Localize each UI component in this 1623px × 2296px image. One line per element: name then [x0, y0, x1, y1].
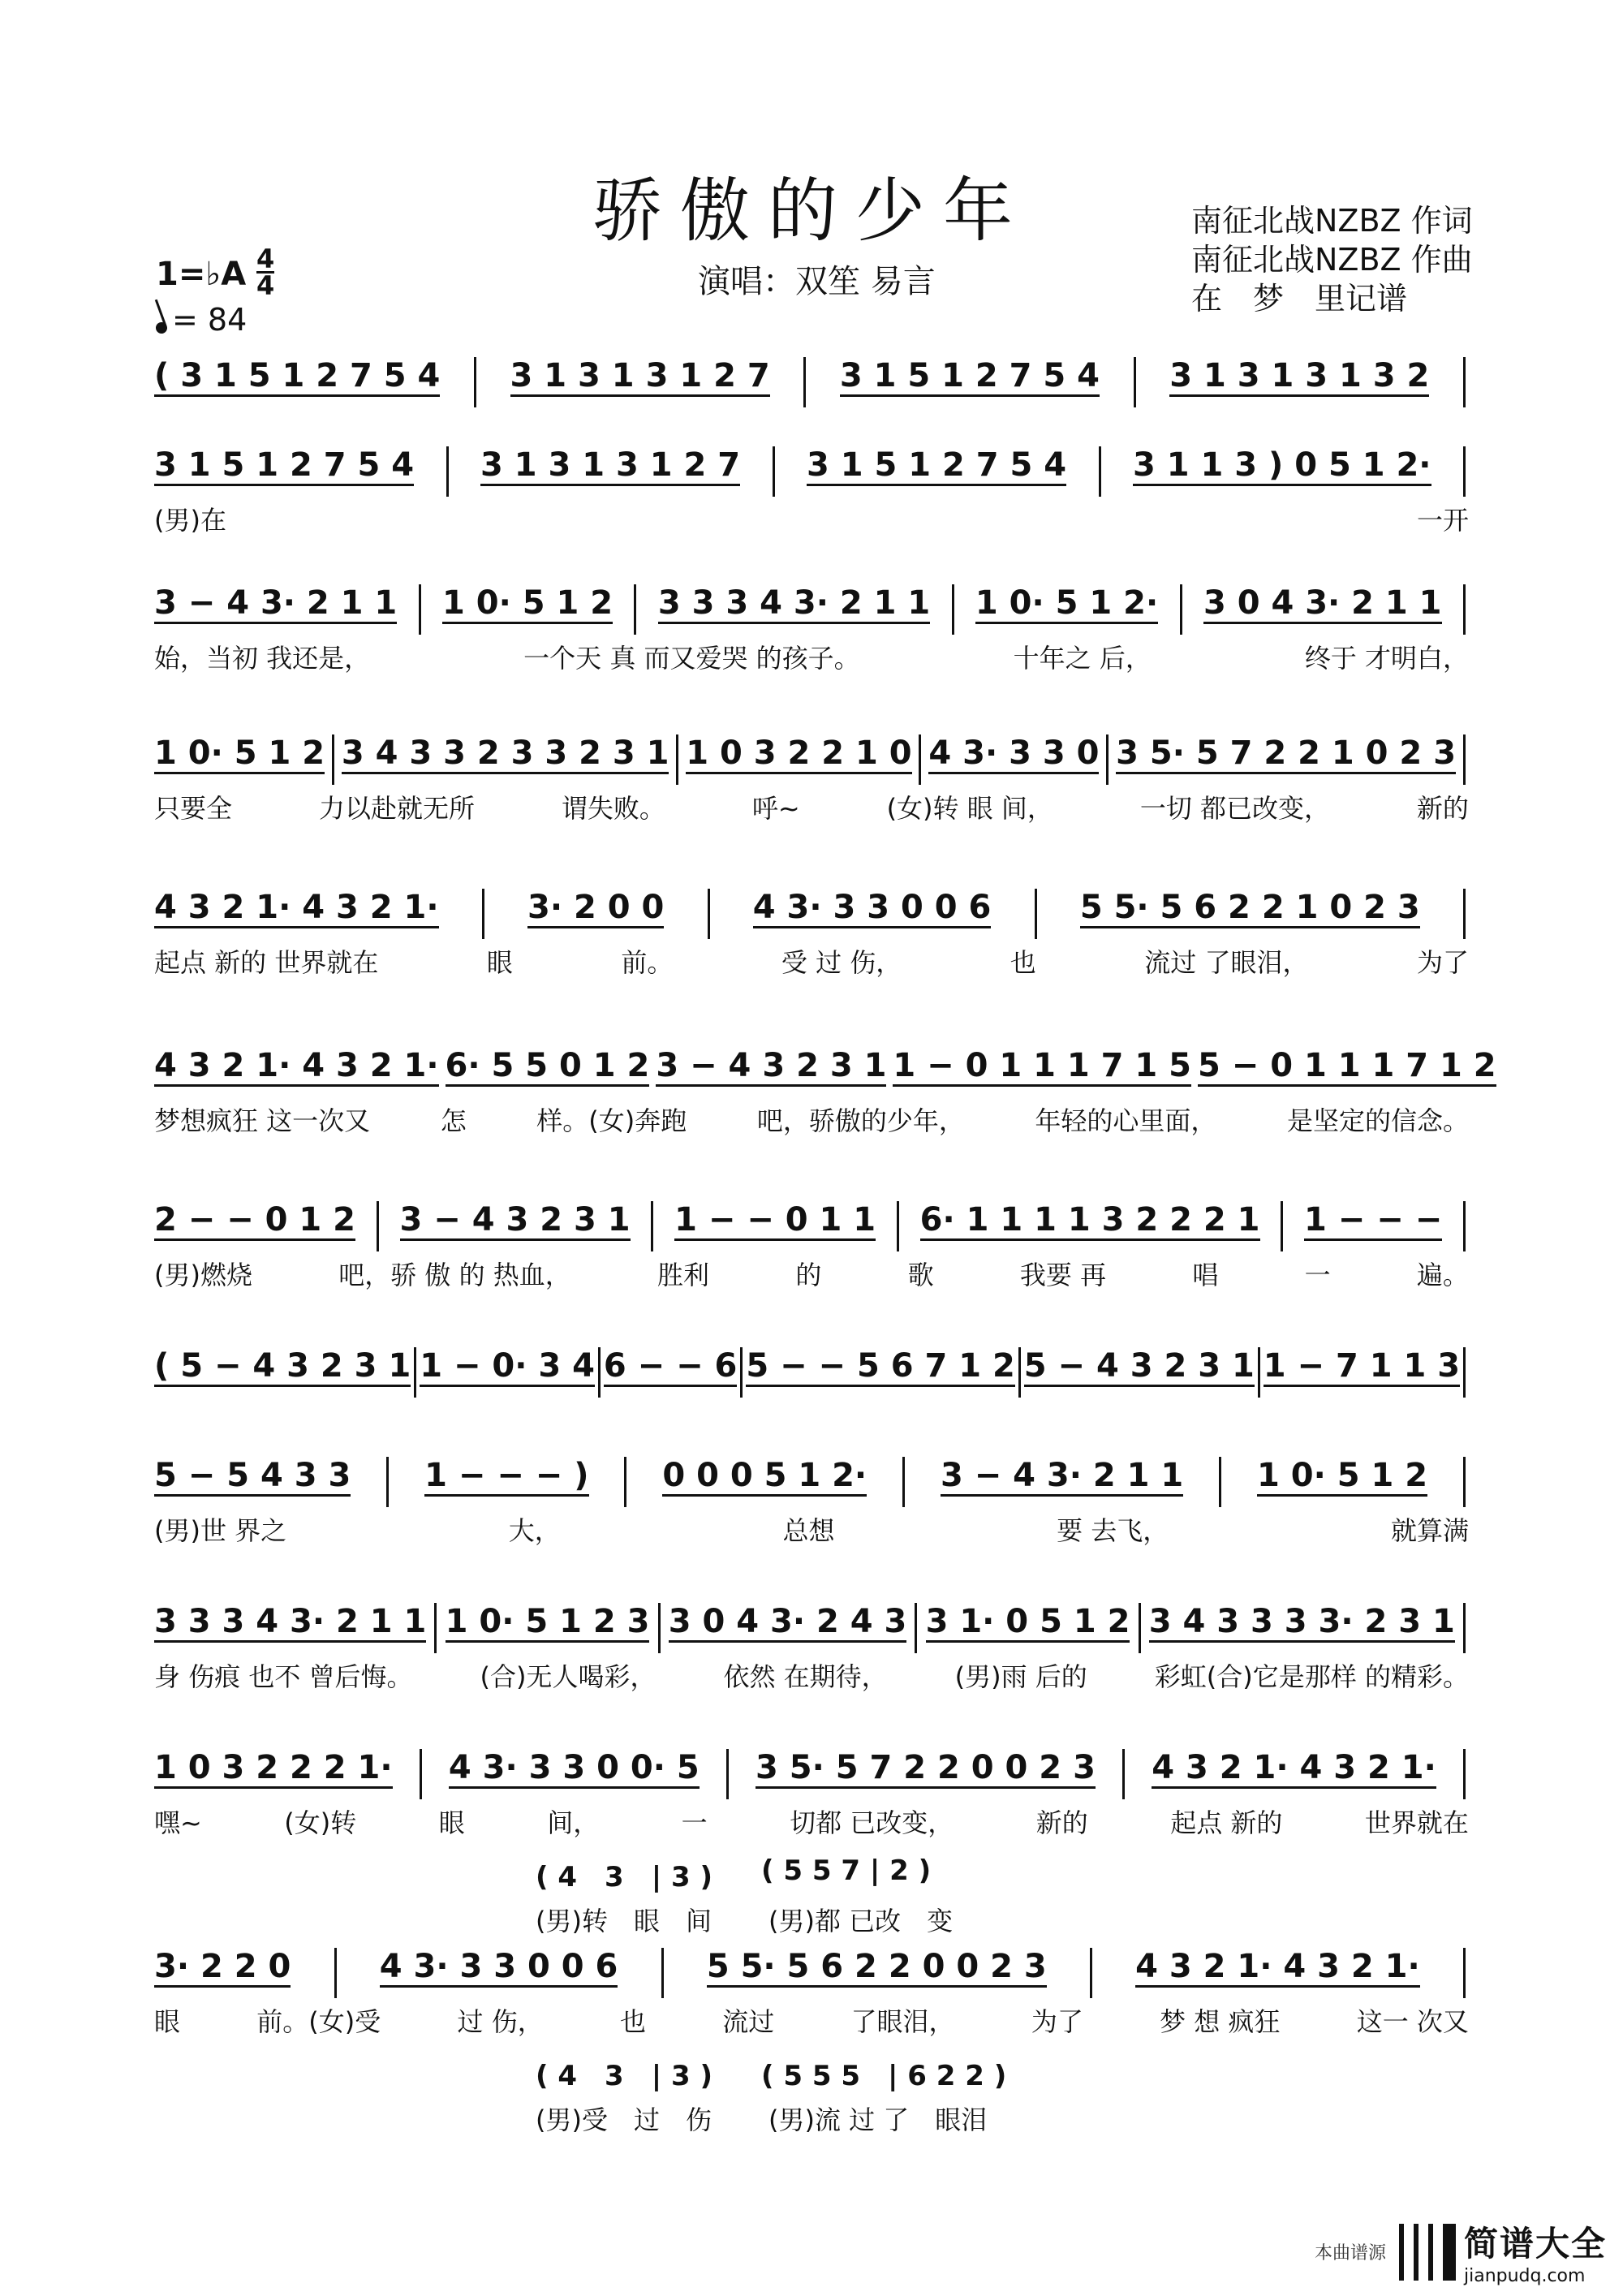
- barline: [624, 1457, 626, 1507]
- lyric-phrase: 一开: [1416, 505, 1469, 536]
- barline: [1463, 734, 1466, 785]
- lyric-phrase: 过 伤，: [457, 2006, 544, 2037]
- lyric-phrase: 吧，骄 傲 的 热血，: [338, 1260, 571, 1290]
- lyric-line: [154, 1506, 1469, 1546]
- measure: 3 1 3 1 3 1 2 7: [480, 446, 740, 486]
- measure: 3 4 3 3 2 3 3 2 3 1: [342, 734, 669, 774]
- lyric-phrase: 也: [619, 2006, 646, 2037]
- lyric-phrase: 眼: [154, 2006, 181, 2037]
- harmony-lyric-phrase: (男)转 眼 间: [536, 1906, 712, 1936]
- measure: ( 3 1 5 1 2 7 5 4: [154, 357, 440, 397]
- harmony-lyric-phrase: (男)都 已改 变: [768, 1906, 954, 1936]
- measure: 3 1 5 1 2 7 5 4: [840, 357, 1100, 397]
- barline: [386, 1457, 389, 1507]
- barline: [482, 889, 484, 939]
- measure: 0 0 0 5 1 2·: [662, 1457, 867, 1497]
- measure: 3 4 3 3 3 3· 2 3 1: [1149, 1603, 1455, 1643]
- lyric-phrase: 始，当初 我还是，: [154, 643, 371, 674]
- lyric-phrase: 只要全: [154, 793, 233, 824]
- lyric-phrase: 世界就在: [1364, 1807, 1469, 1838]
- barline: [434, 1603, 437, 1653]
- score-system: [154, 734, 1469, 824]
- score-system: [154, 1948, 1469, 2137]
- lyric-phrase: 怎: [440, 1105, 467, 1136]
- lyric-phrase: 流过: [722, 2006, 775, 2037]
- lyric-phrase: 十年之 后，: [1013, 643, 1152, 674]
- lyric-line: [154, 1652, 1469, 1692]
- lyric-line: [154, 495, 1469, 536]
- lyric-phrase: 起点 新的 世界就在: [154, 947, 379, 978]
- barline: [446, 446, 449, 497]
- measure: 3 1 3 1 3 1 3 2: [1169, 357, 1429, 397]
- barline: [334, 1948, 337, 1998]
- tempo-marking: [156, 302, 247, 338]
- lyricist-credit: 南征北战NZBZ 作词: [1191, 203, 1473, 239]
- measure: 3 3 3 4 3· 2 1 1: [154, 1603, 426, 1643]
- barline: [1018, 1347, 1021, 1398]
- barline: [1139, 1603, 1141, 1653]
- score-system: [154, 1201, 1469, 1290]
- harmony-music-line: [154, 2037, 1469, 2093]
- music-line: [154, 446, 1469, 495]
- lyric-phrase: 一: [681, 1807, 708, 1838]
- lyric-phrase: 受 过 伤，: [781, 947, 902, 978]
- measure: 5 5· 5 6 2 2 1 0 2 3: [1080, 889, 1420, 928]
- lyric-phrase: 前。(女)受: [256, 2006, 381, 2037]
- barline: [661, 1948, 664, 1998]
- barline: [919, 734, 921, 785]
- lyric-phrase: (女)转 眼 间，: [886, 793, 1053, 824]
- harmony-music-line: [154, 1838, 1469, 1894]
- barline: [1463, 1457, 1466, 1507]
- measure: 5 − 5 4 3 3: [154, 1457, 351, 1497]
- credits-block: [1191, 201, 1473, 318]
- barline: [708, 889, 710, 939]
- score-system: [154, 1347, 1469, 1396]
- barline: [1258, 1347, 1260, 1398]
- measure: 1 − − 0 1 1: [674, 1201, 876, 1241]
- measure: 1 0· 5 1 2: [442, 584, 613, 624]
- lyric-phrase: 大，: [508, 1515, 561, 1546]
- lyric-phrase: 是坚定的信念。: [1286, 1105, 1469, 1136]
- singer-credit: 演唱：双笙 易言: [698, 263, 936, 300]
- lyric-phrase: 力以赴就无所: [318, 793, 475, 824]
- harmony-measure: ( 5 5 7 | 2 ): [760, 1854, 932, 1887]
- lyric-phrase: 身 伤痕 也不 曾后悔。: [154, 1661, 413, 1692]
- score-system: [154, 889, 1469, 978]
- barline: [651, 1201, 653, 1251]
- barline: [1463, 357, 1466, 407]
- harmony-lyric-phrase: (男)流 过 了 眼泪: [768, 2104, 988, 2135]
- harmony-lyric-phrase: (男)受 过 伤: [536, 2104, 712, 2135]
- barline: [658, 1603, 661, 1653]
- measure: 3 5· 5 7 2 2 1 0 2 3: [1116, 734, 1456, 774]
- measure: 1 − − −: [1304, 1201, 1442, 1241]
- measure: 3 − 4 3 2 3 1: [656, 1047, 886, 1087]
- lyric-phrase: 眼: [438, 1807, 465, 1838]
- site-logo: [1399, 2217, 1607, 2286]
- barline: [1463, 1347, 1466, 1398]
- measure: 5 5· 5 6 2 2 0 0 2 3: [707, 1948, 1047, 1988]
- barline: [474, 357, 476, 407]
- music-line: [154, 584, 1469, 633]
- lyric-phrase: 梦 想 疯狂: [1160, 2006, 1281, 2037]
- music-line: [154, 1603, 1469, 1652]
- harmony-measure: ( 4 3 | 3 ): [536, 2060, 712, 2092]
- lyric-phrase: (男)燃烧: [154, 1260, 252, 1290]
- measure: 5 − − 5 6 7 1 2: [746, 1347, 1015, 1387]
- measure: 4 3 2 1· 4 3 2 1·: [154, 1047, 439, 1087]
- music-line: [154, 1749, 1469, 1798]
- piano-keys-icon: [1399, 2224, 1456, 2281]
- measure: 4 3 2 1· 4 3 2 1·: [1135, 1948, 1420, 1988]
- music-line: [154, 1347, 1469, 1396]
- barline: [1463, 1948, 1466, 1998]
- barline: [1106, 734, 1109, 785]
- lyric-phrase: 遍。: [1416, 1260, 1469, 1290]
- measure: 3 1 3 1 3 1 2 7: [510, 357, 770, 397]
- music-line: [154, 734, 1469, 783]
- lyric-phrase: 吧，骄傲的少年，: [756, 1105, 965, 1136]
- lyric-phrase: 新的: [1416, 793, 1469, 824]
- time-signature: [256, 243, 275, 301]
- barline: [1463, 1749, 1466, 1799]
- score-system: [154, 357, 1469, 406]
- barline: [803, 357, 806, 407]
- barline: [1219, 1457, 1221, 1507]
- lyric-line: [154, 783, 1469, 824]
- barline: [676, 734, 678, 785]
- barline: [1463, 1603, 1466, 1653]
- lyric-phrase: 切都 已改变，: [790, 1807, 954, 1838]
- lyric-phrase: 年轻的心里面，: [1035, 1105, 1217, 1136]
- barline: [1463, 1201, 1466, 1251]
- watermark-notice: 本曲谱源: [1314, 2243, 1386, 2264]
- lyric-line: [154, 1096, 1469, 1136]
- barline: [419, 584, 421, 635]
- lyric-phrase: 唱: [1192, 1260, 1219, 1290]
- lyric-phrase: 胜利: [657, 1260, 710, 1290]
- barline: [902, 1457, 905, 1507]
- barline: [1134, 357, 1136, 407]
- lyric-phrase: 这一 次又: [1356, 2006, 1469, 2037]
- lyric-phrase: 前。: [621, 947, 674, 978]
- lyric-line: [154, 1798, 1469, 1838]
- measure: 4 3· 3 3 0: [928, 734, 1099, 774]
- measure: 4 3· 3 3 0 0 6: [753, 889, 992, 928]
- barline: [773, 446, 775, 497]
- harmony-measure: ( 5 5 5 | 6 2 2 ): [760, 2060, 1007, 2092]
- lyric-line: [154, 1997, 1469, 2037]
- time-signature-bottom: 4: [256, 270, 275, 301]
- lyric-phrase: 一: [1304, 1260, 1331, 1290]
- barline: [414, 1347, 416, 1398]
- music-line: [154, 1457, 1469, 1506]
- lyric-phrase: 的: [795, 1260, 822, 1290]
- score-system: [154, 1749, 1469, 1938]
- lyric-line: [154, 937, 1469, 978]
- measure: 4 3· 3 3 0 0 6: [380, 1948, 618, 1988]
- measure: 1 0 3 2 2 1 0: [686, 734, 911, 774]
- barline: [952, 584, 954, 635]
- measure: 4 3 2 1· 4 3 2 1·: [154, 889, 439, 928]
- time-signature-top: 4: [256, 243, 275, 274]
- music-line: [154, 1948, 1469, 1997]
- quarter-note-icon: [154, 321, 169, 335]
- barline: [740, 1347, 743, 1398]
- lyric-phrase: 了眼泪，: [850, 2006, 955, 2037]
- lyric-phrase: 新的: [1035, 1807, 1088, 1838]
- measure: 3· 2 2 0: [154, 1948, 291, 1988]
- harmony-lyric-line: [154, 2093, 1469, 2137]
- lyric-phrase: 终于 才明白，: [1304, 643, 1469, 674]
- barline: [1463, 889, 1466, 939]
- measure: 5 − 0 1 1 1 7 1 2: [1198, 1047, 1496, 1087]
- measure: 3 − 4 3· 2 1 1: [154, 584, 397, 624]
- song-title: 骄傲的少年: [592, 170, 1031, 252]
- lyric-phrase: 梦想疯狂 这一次又: [154, 1105, 371, 1136]
- barline: [897, 1201, 899, 1251]
- measure: 3 1 5 1 2 7 5 4: [807, 446, 1066, 486]
- measure: 3 1 1 3 ) 0 5 1 2·: [1133, 446, 1431, 486]
- lyric-phrase: 歌: [907, 1260, 934, 1290]
- measure: 6 − − 6: [604, 1347, 737, 1387]
- barline: [332, 734, 334, 785]
- music-line: [154, 1201, 1469, 1250]
- measure: ( 5 − 4 3 2 3 1: [154, 1347, 411, 1387]
- barline: [1090, 1948, 1092, 1998]
- barline: [634, 584, 636, 635]
- lyric-phrase: 彩虹(合)它是那样 的精彩。: [1154, 1661, 1469, 1692]
- measure: 3 − 4 3· 2 1 1: [941, 1457, 1183, 1497]
- site-brand: 简谱大全: [1463, 2224, 1607, 2264]
- barline: [1463, 584, 1466, 635]
- measure: 1 0· 5 1 2·: [975, 584, 1158, 624]
- measure: 3 0 4 3· 2 4 3: [669, 1603, 907, 1643]
- measure: 3 − 4 3 2 3 1: [400, 1201, 631, 1241]
- barline: [377, 1201, 379, 1251]
- lyric-phrase: 为了: [1031, 2006, 1083, 2037]
- barline: [1463, 446, 1466, 497]
- lyric-phrase: 也: [1010, 947, 1036, 978]
- barline: [1180, 584, 1182, 635]
- lyric-phrase: 依然 在期待，: [723, 1661, 888, 1692]
- lyric-phrase: (合)无人喝彩，: [480, 1661, 657, 1692]
- lyric-phrase: 呼~: [751, 793, 800, 824]
- barline: [1122, 1749, 1125, 1799]
- measure: 1 0 3 2 2 2 1·: [154, 1749, 393, 1789]
- lyric-phrase: 就算满: [1390, 1515, 1469, 1546]
- measure: 4 3 2 1· 4 3 2 1·: [1152, 1749, 1436, 1789]
- lyric-phrase: 嘿~: [154, 1807, 202, 1838]
- measure: 5 − 4 3 2 3 1: [1024, 1347, 1255, 1387]
- barline: [915, 1603, 917, 1653]
- score-system: [154, 1047, 1496, 1136]
- music-line: [154, 357, 1469, 406]
- lyric-phrase: (女)转: [284, 1807, 357, 1838]
- lyric-phrase: (男)在: [154, 505, 226, 536]
- lyric-phrase: 样。(女)奔跑: [536, 1105, 687, 1136]
- measure: 3 1· 0 5 1 2: [926, 1603, 1130, 1643]
- barline: [598, 1347, 601, 1398]
- lyric-phrase: 总想: [782, 1515, 835, 1546]
- barline: [1281, 1201, 1283, 1251]
- lyric-phrase: (男)世 界之: [154, 1515, 287, 1546]
- score-system: [154, 1603, 1469, 1692]
- music-line: [154, 889, 1469, 937]
- barline: [1099, 446, 1101, 497]
- measure: 3 1 5 1 2 7 5 4: [154, 446, 414, 486]
- music-line: [154, 1047, 1496, 1096]
- measure: 3 3 3 4 3· 2 1 1: [658, 584, 930, 624]
- measure: 1 0· 5 1 2 3: [446, 1603, 650, 1643]
- measure: 1 − 7 1 1 3: [1264, 1347, 1460, 1387]
- transcriber-credit: 在 梦 里记谱: [1191, 281, 1408, 317]
- barline: [726, 1749, 729, 1799]
- score-system: [154, 1457, 1469, 1546]
- watermark: [1315, 2217, 1607, 2286]
- measure: 4 3· 3 3 0 0· 5: [449, 1749, 700, 1789]
- lyric-phrase: 间，: [547, 1807, 600, 1838]
- lyric-line: [154, 1250, 1469, 1290]
- lyric-phrase: 起点 新的: [1170, 1807, 1283, 1838]
- measure: 6· 1 1 1 1 3 2 2 2 1: [920, 1201, 1260, 1241]
- lyric-phrase: 要 去飞，: [1057, 1515, 1169, 1546]
- composer-credit: 南征北战NZBZ 作曲: [1191, 242, 1473, 278]
- lyric-phrase: 我要 再: [1019, 1260, 1107, 1290]
- lyric-phrase: 流过 了眼泪，: [1144, 947, 1309, 978]
- measure: 3· 2 0 0: [527, 889, 664, 928]
- measure: 3 5· 5 7 2 2 0 0 2 3: [756, 1749, 1096, 1789]
- measure: 2 − − 0 1 2: [154, 1201, 355, 1241]
- measure: 6· 5 5 0 1 2: [446, 1047, 650, 1087]
- measure: 1 − 0· 3 4: [420, 1347, 595, 1387]
- measure: 1 0· 5 1 2: [154, 734, 325, 774]
- tempo-value: = 84: [172, 302, 248, 338]
- lyric-phrase: 为了: [1416, 947, 1469, 978]
- lyric-phrase: (男)雨 后的: [954, 1661, 1087, 1692]
- measure: 1 − − − ): [424, 1457, 588, 1497]
- barline: [420, 1749, 422, 1799]
- lyric-phrase: 眼: [486, 947, 513, 978]
- score-system: [154, 584, 1469, 674]
- measure: 1 0· 5 1 2: [1257, 1457, 1427, 1497]
- barline: [1035, 889, 1037, 939]
- lyric-phrase: 一个天 真 而又爱哭 的孩子。: [523, 643, 860, 674]
- key-signature: 1=♭A: [156, 256, 247, 293]
- harmony-lyric-line: [154, 1894, 1469, 1938]
- lyric-phrase: 谓失败。: [561, 793, 665, 824]
- score-system: [154, 446, 1469, 536]
- site-url: jianpudq.com: [1463, 2266, 1586, 2286]
- harmony-measure: ( 4 3 | 3 ): [536, 1861, 712, 1893]
- lyric-phrase: 一切 都已改变，: [1139, 793, 1330, 824]
- measure: 1 − 0 1 1 1 7 1 5: [893, 1047, 1191, 1087]
- lyric-line: [154, 633, 1469, 674]
- measure: 3 0 4 3· 2 1 1: [1203, 584, 1442, 624]
